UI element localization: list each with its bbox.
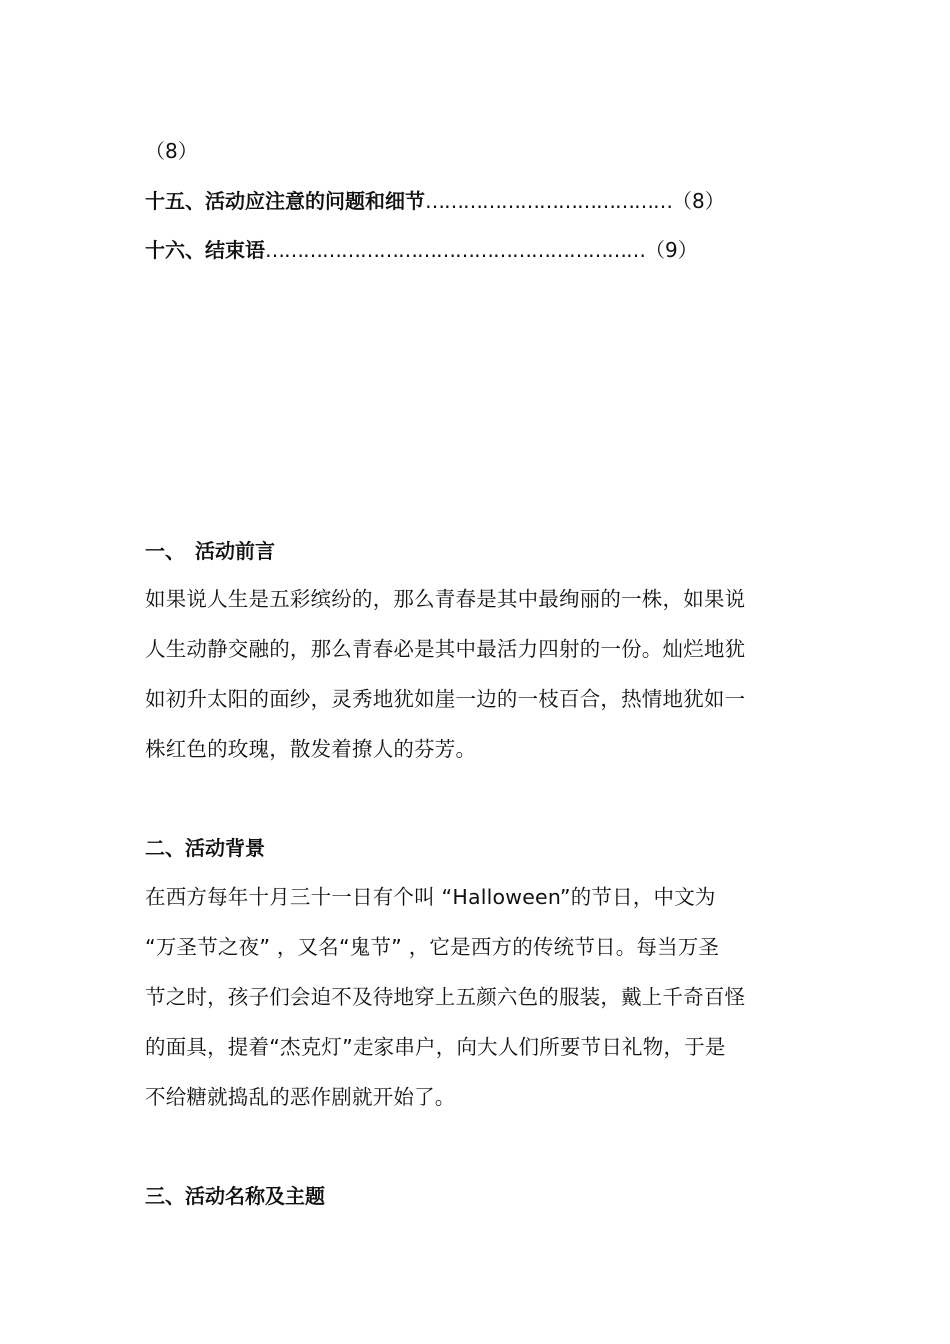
toc-leader-dots: …………………………………………………… xyxy=(265,238,645,262)
toc-page-number: （8） xyxy=(672,189,725,213)
paragraph-line: 节之时，孩子们会迫不及待地穿上五颜六色的服装，戴上千奇百怪 xyxy=(145,985,746,1009)
toc-entry-16[interactable] xyxy=(145,235,698,265)
toc-leader-dots: ………………………………… xyxy=(425,189,672,213)
paragraph-line: 不给糖就捣乱的恶作剧就开始了。 xyxy=(145,1085,456,1109)
paragraph-line: 如果说人生是五彩缤纷的，那么青春是其中最绚丽的一株，如果说 xyxy=(145,587,746,611)
paragraph-line: 如初升太阳的面纱，灵秀地犹如崖一边的一枝百合，热情地犹如一 xyxy=(145,687,746,711)
paragraph-line: “万圣节之夜” ，又名“鬼节” ，它是西方的传统节日。每当万圣 xyxy=(145,935,720,959)
toc-page-number: （9） xyxy=(645,238,698,262)
toc-entry-15[interactable] xyxy=(145,186,725,216)
paragraph-line: 人生动静交融的，那么青春必是其中最活力四射的一份。灿烂地犹 xyxy=(145,637,746,661)
toc-entry-title: 十六、结束语 xyxy=(145,238,265,262)
section-heading-background: 二、活动背景 xyxy=(145,836,265,860)
paragraph-line: 株红色的玫瑰，散发着撩人的芬芳。 xyxy=(145,737,477,761)
toc-entry-title: 十五、活动应注意的问题和细节 xyxy=(145,189,425,213)
section-heading-preface: 一、 活动前言 xyxy=(145,539,275,563)
section-heading-name-and-theme: 三、活动名称及主题 xyxy=(145,1184,325,1208)
toc-continued-page-number: （8） xyxy=(145,139,198,163)
paragraph-line: 的面具，提着“杰克灯”走家串户，向大人们所要节日礼物，于是 xyxy=(145,1035,726,1059)
paragraph-line: 在西方每年十月三十一日有个叫 “Halloween”的节日，中文为 xyxy=(145,885,716,909)
